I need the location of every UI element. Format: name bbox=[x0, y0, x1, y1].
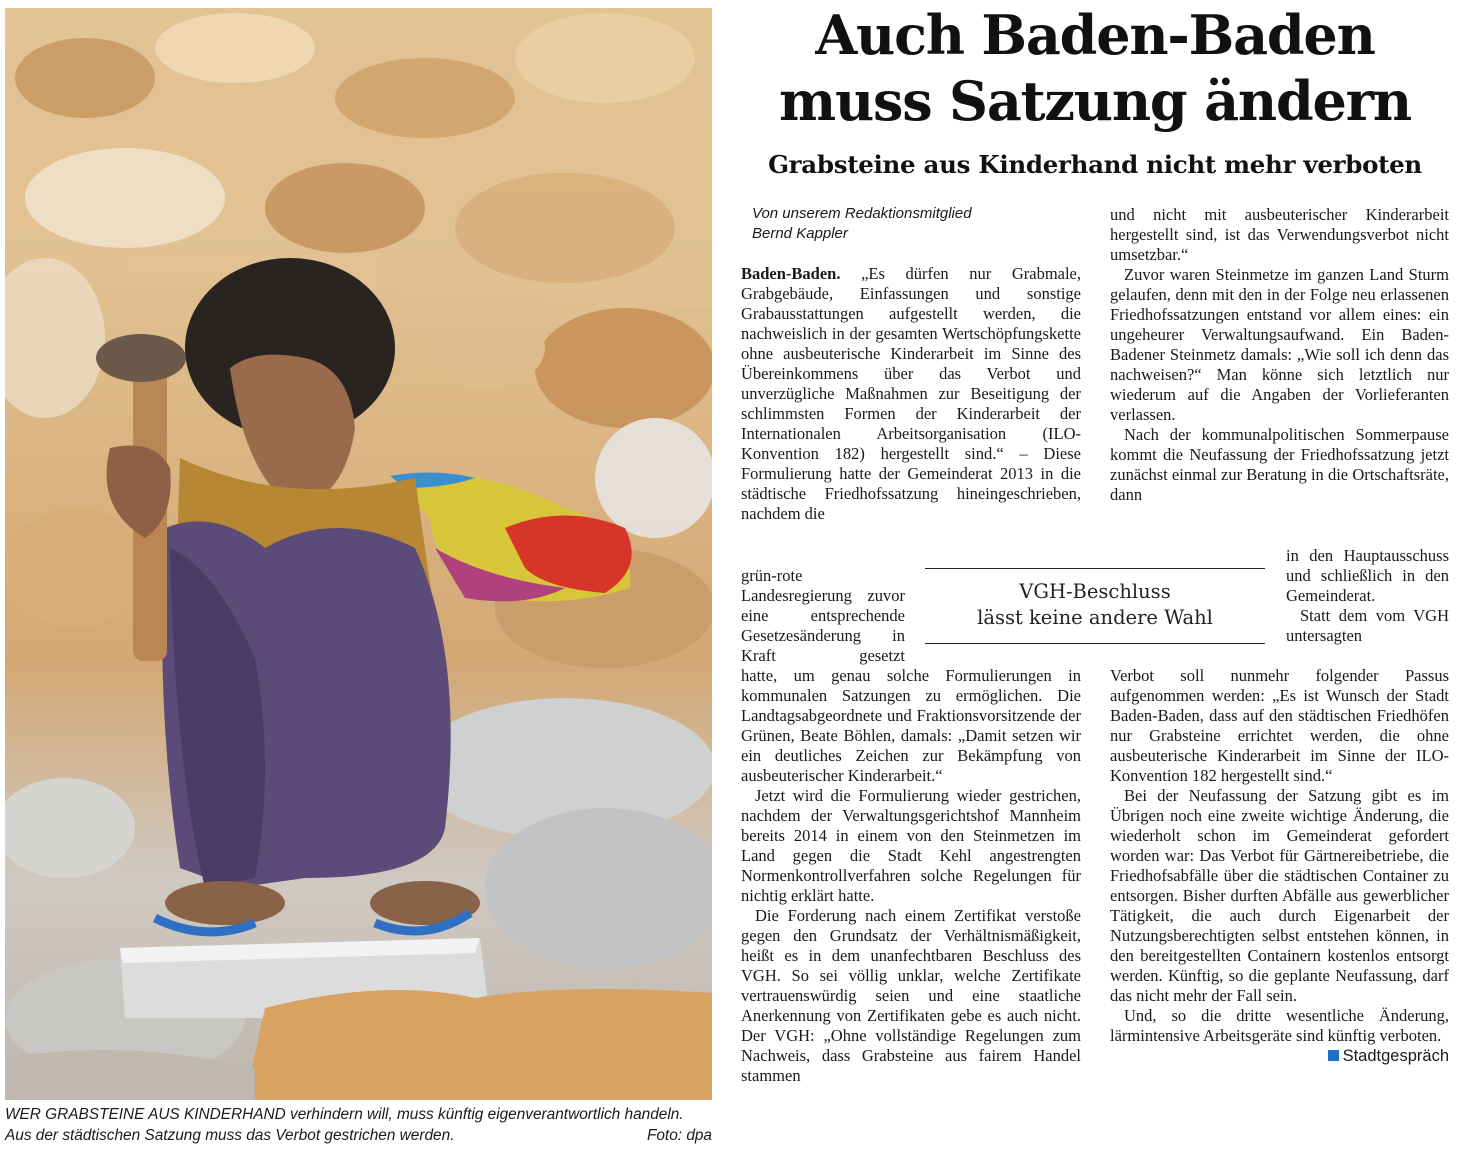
text-column-left-narrow bbox=[741, 566, 905, 666]
caption-text: WER GRABSTEINE AUS KINDERHAND verhindern will, muss künftig eigenverantwortlich handeln. Aus der städtischen Satzung muss das Verbot gestrichen werden. bbox=[5, 1106, 684, 1144]
paragraph-5b: in den Hauptausschuss und schließlich in den Gemeinderat. bbox=[1286, 546, 1449, 605]
text-column-right-top bbox=[1110, 205, 1449, 505]
text-column-left-bottom bbox=[741, 666, 1081, 1086]
byline-author: Bernd Kappler bbox=[752, 225, 848, 242]
square-bullet-icon bbox=[1328, 1050, 1339, 1061]
byline-role: Von unserem Redaktionsmitglied bbox=[752, 205, 972, 222]
paragraph-8 bbox=[1110, 1006, 1449, 1065]
paragraph-4: Zuvor waren Steinmetze im ganzen Land Sturm gelaufen, denn mit den in der Folge neu erlassenen Friedhofssatzungen entstand vor allem eines: ein ungeheurer Verwaltungsaufwand. Ein Baden-Badener Steinmetz damals: „Wie soll ich denn das nachweisen?“ Man könne sich letztlich nur wiederum auf die Angaben der Vorlieferanten verlassen. bbox=[1110, 265, 1449, 424]
article-photo bbox=[5, 8, 712, 1100]
dateline: Baden-Baden. bbox=[741, 264, 841, 283]
paragraph-1a: „Es dürfen nur Grabmale, Grabgebäude, Einfassungen und sonstige Grabausstattungen aufgestellt werden, die nachweislich in der gesamten Wertschöpfungskette ohne ausbeuterische Kinderarbeit im Sinne des Übereinkommens über das Verbot und unverzügliche Maßnahmen zur Beseitigung der schlimmsten Formen der Kinderarbeit der Internationalen Arbeitsorganisation (ILO-Konvention 182) hergestellt sind.“ – Diese Formulierung hatte der Gemeinderat 2013 in die städtische Friedhofssatzung hineingeschrieben, nachdem die bbox=[741, 264, 1082, 523]
section-tag bbox=[1314, 1046, 1449, 1066]
pullquote-line-1: VGH-Beschluss bbox=[1019, 580, 1171, 603]
text-column-right-narrow bbox=[1286, 546, 1449, 646]
text-column-left-top bbox=[741, 264, 1081, 524]
paragraph-1b: grün-rote Landesregierung zuvor eine entsprechende Gesetzesänderung in Kraft gesetzt bbox=[741, 566, 905, 665]
paragraph-2: Jetzt wird die Formulierung wieder gestrichen, nachdem der Verwaltungsgerichtshof Mannheim bereits 2014 in einem von den Steinmetzen im Land gegen die Stadt Kehl angestrengten Normenkontrollverfahren solche Regelungen für nichtig erklärt hatte. bbox=[741, 786, 1081, 905]
paragraph-1c: hatte, um genau solche Formulierungen in kommunalen Satzungen zu ermöglichen. Die Landtagsabgeordnete und Fraktionsvorsitzende der Grünen, Beate Böhlen, damals: „Damit setzen wir ein deutliches Zeichen zur Bekämpfung von ausbeuterischer Kinderarbeit.“ bbox=[741, 666, 1081, 785]
headline bbox=[735, 2, 1455, 134]
pullquote-line-2: lässt keine andere Wahl bbox=[977, 606, 1213, 629]
paragraph-3: Die Forderung nach einem Zertifikat verstoße gegen den Grundsatz der Verhältnismäßigkeit, heißt es in dem unanfechtbaren Beschluss des VGH. So sei völlig unklar, welche Zertifikate vertrauenswürdig seien und eine staatliche Anerkennung von Zertifikaten gebe es auch nicht. Der VGH: „Ohne vollständige Regelungen zum Nachweis, dass Grabsteine aus fairem Handel stammen bbox=[741, 906, 1081, 1085]
photo-credit: Foto: dpa bbox=[646, 1127, 712, 1144]
paragraph-7: Bei der Neufassung der Satzung gibt es im Übrigen noch eine zweite wichtige Änderung, die wiederholt schon im Gemeinderat gefordert worden war: Das Verbot für Gärtnereibetriebe, die Friedhofsabfälle über die städtischen Container zu entsorgen. Bisher durften Abfälle aus gewerblicher Tätigkeit, die auch durch Eigenarbeit der Nutzungsberechtigten selbst entstehen können, in den bereitgestellten Containern kostenlos entsorgt werden. Künftig, so die geplante Neufassung, darf das nicht mehr der Fall sein. bbox=[1110, 786, 1449, 1005]
paragraph-6b: Verbot soll nunmehr folgender Passus aufgenommen werden: „Es ist Wunsch der Stadt Baden-Baden, dass auf den städtischen Friedhöfen nur Grabsteine errichtet werden, die ohne ausbeuterische Kinderarbeit im Sinne der ILO-Konvention 182 hergestellt sind.“ bbox=[1110, 666, 1449, 785]
headline-line-1: Auch Baden-Baden bbox=[815, 3, 1375, 67]
section-tag-label: Stadtgespräch bbox=[1342, 1047, 1449, 1065]
paragraph-lead bbox=[741, 264, 1081, 524]
paragraph-6a: Statt dem vom VGH untersagten bbox=[1286, 606, 1449, 645]
photo-girl-breaking-stones bbox=[5, 8, 712, 1100]
subheadline: Grabsteine aus Kinderhand nicht mehr verboten bbox=[768, 150, 1422, 179]
paragraph-5a: Nach der kommunalpolitischen Sommerpause kommt die Neufassung der Friedhofssatzung jetzt zunächst einmal zur Beratung in die Ortschaftsräte, dann bbox=[1110, 425, 1449, 504]
headline-line-2: muss Satzung ändern bbox=[779, 69, 1411, 133]
paragraph-3b: und nicht mit ausbeuterischer Kinderarbeit hergestellt sind, ist das Verwendungsverbot nicht umsetzbar.“ bbox=[1110, 205, 1449, 264]
pullquote bbox=[925, 568, 1265, 644]
photo-caption bbox=[5, 1104, 712, 1146]
paragraph-8-text: Und, so die dritte wesentliche Änderung, lärmintensive Arbeitsgeräte sind künftig verboten. bbox=[1110, 1006, 1449, 1045]
text-column-right-bottom bbox=[1110, 666, 1449, 1066]
byline bbox=[752, 204, 1082, 244]
